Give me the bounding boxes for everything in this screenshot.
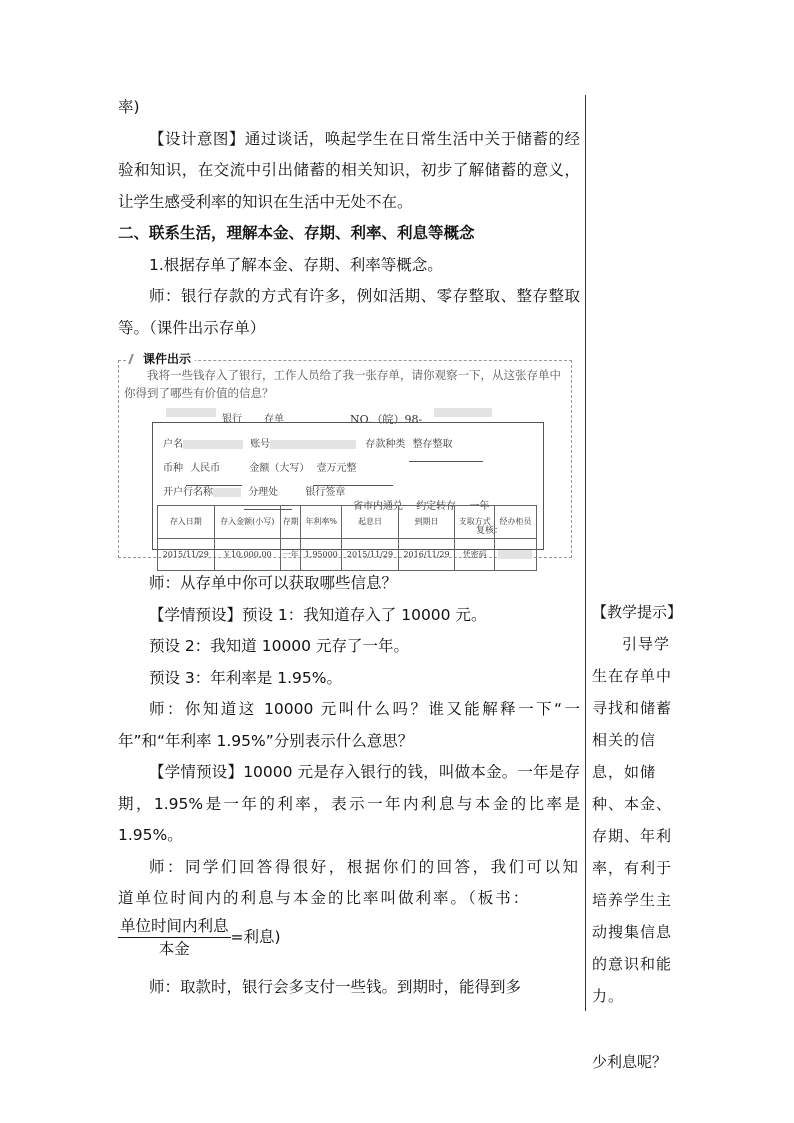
branch-blank xyxy=(213,488,241,497)
bank-name-blank xyxy=(166,408,216,417)
table-header: 年利率% xyxy=(301,506,342,539)
slip-header xyxy=(152,404,544,426)
account-name-label: 户名 xyxy=(163,439,183,450)
side-continuation: 少利息呢？ xyxy=(592,1053,668,1071)
fraction-denominator: 本金 xyxy=(158,939,190,958)
teaching-hint-title: 【教学提示】 xyxy=(592,603,683,621)
slip-title: 存单 xyxy=(264,414,284,425)
slip-body xyxy=(152,422,544,559)
fraction-numerator: 单位时间内利息 xyxy=(118,915,231,938)
table-header: 经办柜员 xyxy=(494,506,536,539)
formula-tail: =利息) xyxy=(230,927,281,946)
clerk-blank xyxy=(498,550,532,559)
paragraph: 【学情预设】10000 元是存入银行的钱，叫做本金。一年是存期，1.95%是一年的利率，表示一年内利息与本金的比率是 1.95%。 xyxy=(118,763,580,844)
table-header: 支取方式 xyxy=(455,506,495,539)
table-header: 到期日 xyxy=(398,506,455,539)
deposit-slip xyxy=(152,404,544,559)
paragraph: 预设 2：我知道 10000 元存了一年。 xyxy=(149,637,409,655)
table-header: 存入日期 xyxy=(158,506,215,539)
table-header: 存期 xyxy=(280,506,300,539)
courseware-box xyxy=(118,350,580,558)
paragraph: 师：银行存款的方式有许多，例如活期、零存整取、整存整取等。（课件出示存单） xyxy=(118,287,580,337)
column-divider xyxy=(585,95,586,1011)
note-exchange: 省市内通兑 xyxy=(353,501,403,512)
paragraph: 1.根据存单了解本金、存期、利率等概念。 xyxy=(149,255,443,274)
bank-seal-label: 银行签章 xyxy=(305,487,346,498)
teaching-hint-body: 引导学生在存单中寻找和储蓄相关的信息，如储种、本金、存期、年利率，有利于培养学生主动搜集信息的意识和能力。 xyxy=(592,635,673,1005)
amount-label: 金额（大写） xyxy=(249,463,310,474)
table-cell: 凭密码 xyxy=(455,538,495,571)
review-label: 复核： xyxy=(475,525,503,536)
table-cell: 1.95000 xyxy=(301,538,342,571)
design-intent: 【设计意图】通过谈话，唤起学生在日常生活中关于储蓄的经验和知识，在交流中引出储蓄的相关知识，初步了解储蓄的意义，让学生感受利率的知识在生活中无处不在。 xyxy=(118,129,580,211)
account-no-label: 账号 xyxy=(250,439,271,450)
slip-number: NO.（皖）98- xyxy=(350,413,423,426)
amount-value: 壹万元整 xyxy=(313,453,393,486)
currency-value: 人民币 xyxy=(186,453,242,486)
section-heading: 二、联系生活，理解本金、存期、利率、利息等概念 xyxy=(118,224,475,242)
main-column xyxy=(118,92,580,1003)
account-name-blank xyxy=(183,440,243,449)
branch-value: 分理处 xyxy=(244,477,292,510)
table-header: 起息日 xyxy=(342,506,399,539)
note-renew: 约定转存 xyxy=(416,501,457,512)
paragraph: 率) xyxy=(118,98,140,116)
courseware-text: 我将一些钱存入了银行，工作人员给了我一张存单，请你观察一下，从这张存单中你得到了哪些有价值的信息？ xyxy=(124,368,561,400)
currency-label: 币种 xyxy=(163,463,183,474)
table-cell: 一年 xyxy=(280,538,300,571)
fraction xyxy=(118,915,231,960)
deposit-type-label: 存款种类 xyxy=(365,439,406,450)
table-cell: ￥10,000.00 xyxy=(214,538,280,571)
branch-label: 开户行名称 xyxy=(163,487,213,498)
number-blank xyxy=(434,408,492,417)
bank-label: 银行 xyxy=(222,414,242,425)
courseware-tag: 课件出示 xyxy=(126,350,195,368)
paragraph: 师：你知道这 10000 元叫什么吗？谁又能解释一下“一年”和“年利率 1.95%”分别表示什么意思？ xyxy=(118,700,580,750)
table-cell: 2015/11/29 xyxy=(158,538,215,571)
table-cell: 2015/11/29 xyxy=(342,538,399,571)
paragraph: 【学情预设】预设 1：我知道存入了 10000 元。 xyxy=(149,605,487,624)
formula-line xyxy=(118,915,580,960)
paragraph: 师：从存单中你可以获取哪些信息？ xyxy=(149,574,398,592)
paragraph: 预设 3：年利率是 1.95%。 xyxy=(149,668,342,687)
table-cell: 2016/11/29 xyxy=(398,538,455,571)
table-header: 存入金额(小写) xyxy=(214,506,280,539)
paragraph: 师：取款时，银行会多支付一些钱。到期时，能得到多 xyxy=(149,977,522,996)
side-column xyxy=(592,596,683,1078)
paragraph: 师：同学们回答得很好，根据你们的回答，我们可以知道单位时间内的利息与本金的比率叫做利率。（板书： xyxy=(118,857,580,907)
deposit-type-value: 整存整取 xyxy=(409,429,483,462)
note-term: 一年 xyxy=(469,501,490,512)
account-no-blank xyxy=(270,440,356,449)
